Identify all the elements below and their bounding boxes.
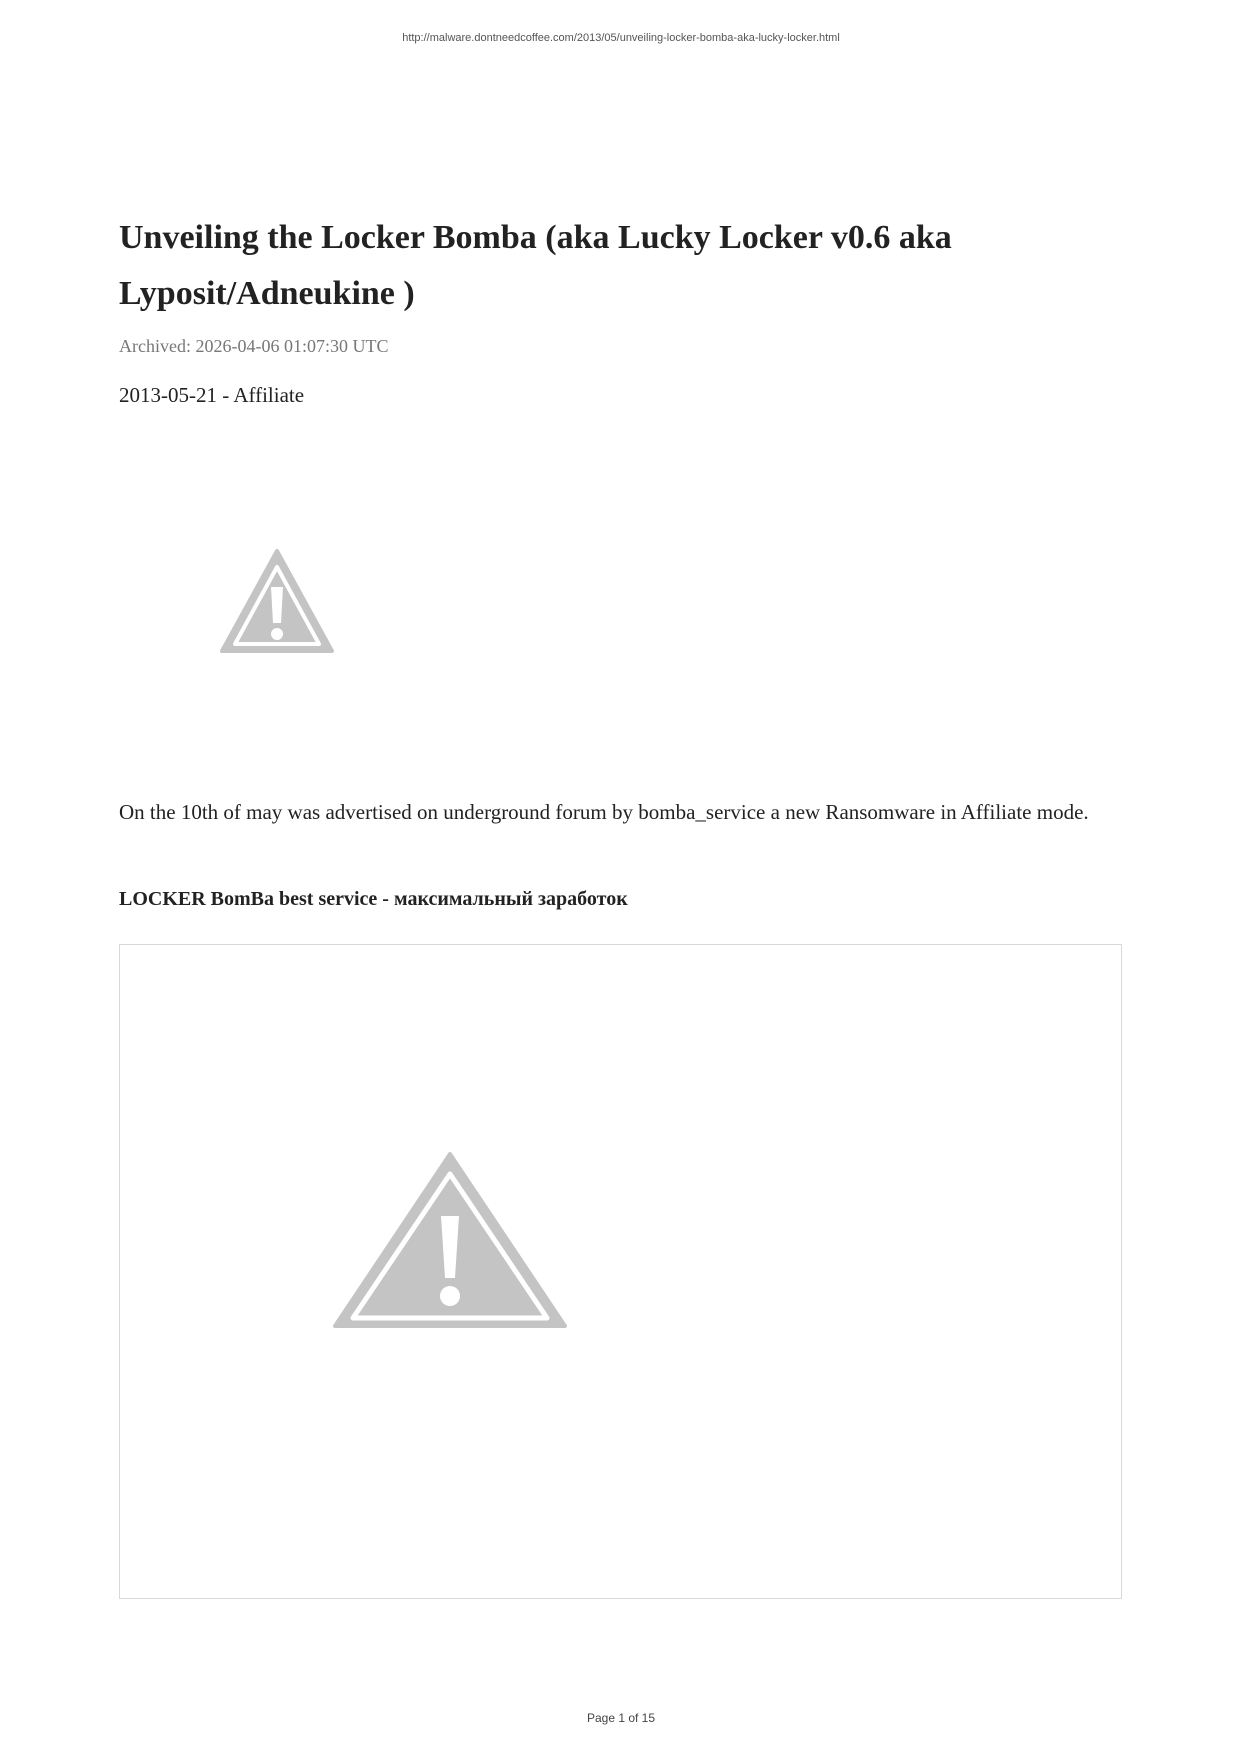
post-dateline: 2013-05-21 - Affiliate	[119, 383, 305, 407]
broken-image-warning-icon	[218, 545, 336, 663]
broken-image-warning-icon	[333, 1150, 567, 1330]
section-subheading: LOCKER BomBa best service - максимальный заработок	[119, 888, 628, 910]
archived-timestamp: Archived: 2026-04-06 01:07:30 UTC	[119, 336, 389, 356]
source-url: http://malware.dontneedcoffee.com/2013/05/unveiling-locker-bomba-aka-lucky-locker.html	[402, 32, 840, 44]
article-title: Unveiling the Locker Bomba (aka Lucky Locker v0.6 aka Lyposit/Adneukine )	[119, 219, 952, 312]
article-header	[119, 210, 1124, 408]
page-number: Page 1 of 15	[586, 1711, 656, 1725]
image-frame	[119, 944, 1122, 1599]
intro-paragraph: On the 10th of may was advertised on underground forum by bomba_service a new Ransomware in Affiliate mode.	[119, 800, 1089, 824]
